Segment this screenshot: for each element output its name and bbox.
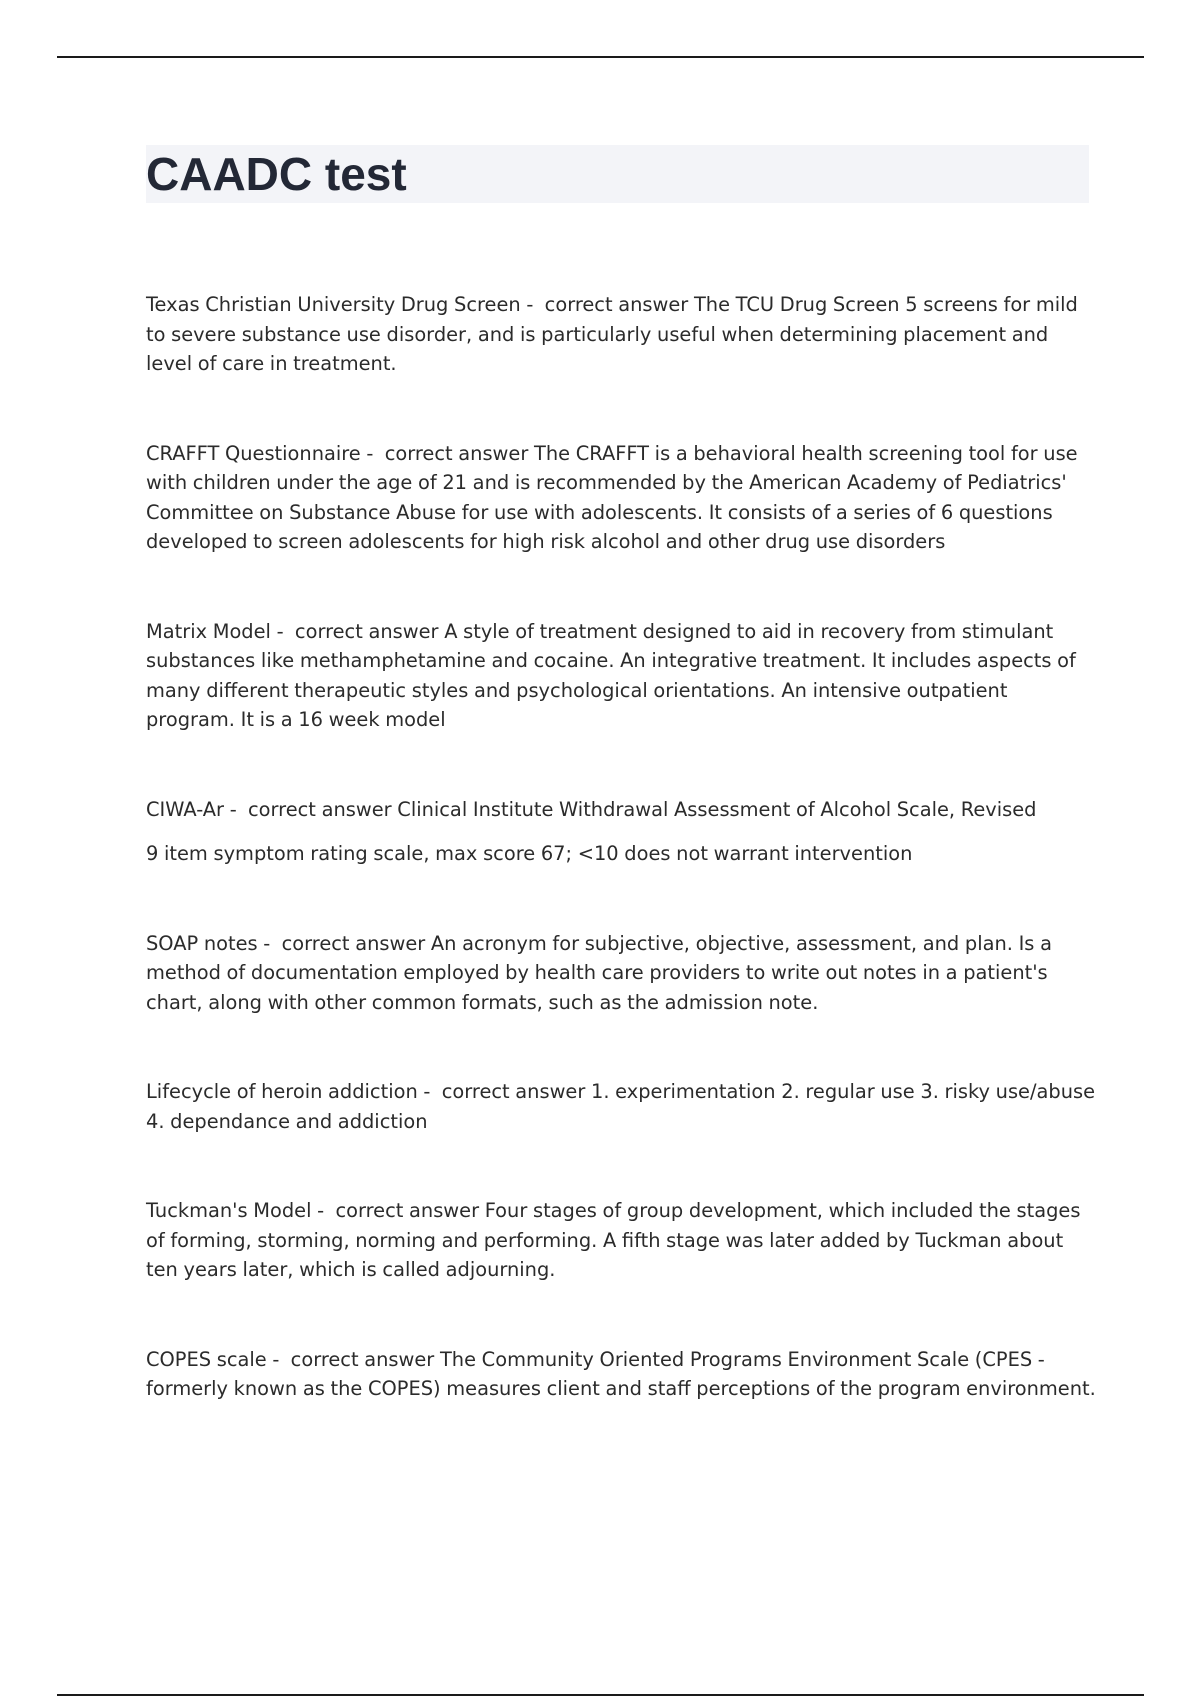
entry-paragraph	[146, 929, 1096, 1018]
entry-paragraph	[146, 1196, 1096, 1285]
entry-separator: - correct answer	[224, 797, 398, 821]
entry-item	[146, 439, 1096, 557]
top-rule	[57, 56, 1144, 58]
entry-term: Texas Christian University Drug Screen	[146, 293, 521, 316]
entry-separator: - correct answer	[311, 1199, 485, 1222]
entry-item	[146, 1345, 1096, 1404]
entry-separator: - correct answer	[360, 441, 534, 465]
entry-answer: The CRAFFT is a behavioral health screening tool for use with children under the age of 21 and is recommended by the American Academy of Pediatrics' Committee on Substance Abuse for use with adolescents. It consists of a series of 6 questions developed to screen adolescents for high risk alcohol and other drug use disorders	[146, 441, 1078, 553]
entry-separator: - correct answer	[520, 293, 694, 316]
entry-paragraph	[146, 1077, 1096, 1136]
entry-separator: - correct answer	[266, 1347, 440, 1371]
entry-term: Tuckman's Model	[146, 1199, 312, 1222]
entry-list	[146, 290, 1096, 1404]
entry-paragraph	[146, 439, 1096, 557]
entry-item	[146, 1196, 1096, 1285]
entry-item	[146, 1077, 1096, 1136]
entry-term: CIWA-Ar	[146, 797, 225, 821]
entry-separator: - correct answer	[417, 1080, 591, 1103]
title-band	[146, 145, 1089, 203]
entry-term: Lifecycle of heroin addiction	[146, 1080, 418, 1103]
entry-term: COPES scale	[146, 1347, 267, 1371]
entry-term: SOAP notes	[146, 931, 258, 955]
entry-item	[146, 290, 1096, 379]
page-title: CAADC test	[146, 148, 407, 200]
entry-item	[146, 617, 1096, 735]
entry-answer: An acronym for subjective, objective, assessment, and plan. Is a method of documentation employed by health care providers to write out notes in a patient's chart, along with other common formats, such as the admission note.	[146, 931, 1052, 1014]
entry-paragraph	[146, 617, 1096, 735]
entry-answer: The Community Oriented Programs Environment Scale (CPES - formerly known as the COPES) measures client and staff perceptions of the program environment.	[146, 1347, 1096, 1400]
entry-separator: - correct answer	[257, 931, 431, 955]
entry-term: CRAFFT Questionnaire	[146, 441, 361, 465]
entry-separator: - correct answer	[270, 619, 445, 643]
entry-answer-continued: 9 item symptom rating scale, max score 67; <10 does not warrant intervention	[146, 842, 913, 865]
entry-paragraph	[146, 1345, 1096, 1404]
entry-answer: Four stages of group development, which included the stages of forming, storming, norming and performing. A fifth stage was later added by Tuckman about ten years later, which is called adjourning.	[146, 1199, 1081, 1281]
entry-item	[146, 795, 1096, 869]
entry-item	[146, 929, 1096, 1018]
entry-answer: The TCU Drug Screen 5 screens for mild to severe substance use disorder, and is particularly useful when determining placement and level of care in treatment.	[146, 293, 1078, 375]
bottom-rule	[57, 1694, 1144, 1696]
entry-answer: 1. experimentation 2. regular use 3. risky use/abuse 4. dependance and addiction	[146, 1080, 1096, 1133]
entry-paragraph	[146, 795, 1096, 825]
entry-paragraph	[146, 290, 1096, 379]
entry-term: Matrix Model	[146, 619, 271, 643]
entry-answer: Clinical Institute Withdrawal Assessment of Alcohol Scale, Revised	[397, 797, 1037, 821]
entry-answer: A style of treatment designed to aid in recovery from stimulant substances like methamphetamine and cocaine. An integrative treatment. It includes aspects of many different therapeutic styles and psychological orientations. An intensive outpatient program. It is a 16 week model	[146, 619, 1076, 731]
